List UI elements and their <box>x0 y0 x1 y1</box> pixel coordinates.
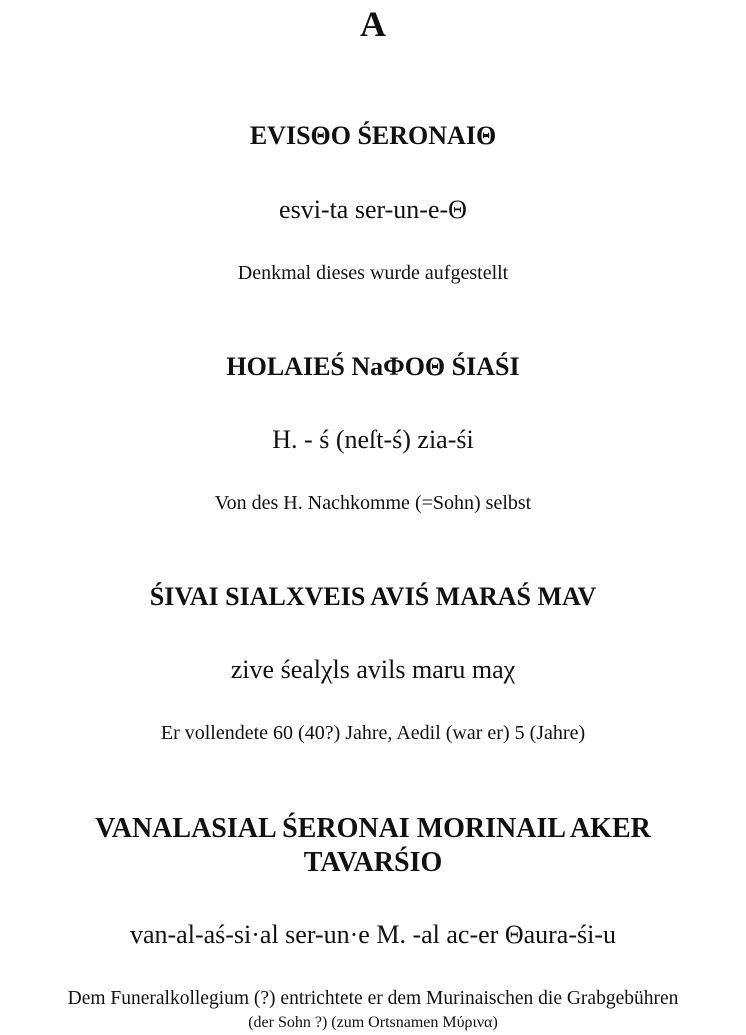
translation-2: Von des H. Nachkomme (=Sohn) selbst <box>214 492 532 514</box>
etruscan-text-2: HOLAIEŚ NaΦOΘ ŚIAŚI <box>226 352 520 381</box>
etruscan-text-3: ŚIVAI SIALXVEIS AVIŚ MARAŚ MAV <box>149 582 597 611</box>
translation-note-4: (der Sohn ?) (zum Ortsnamen Μύρινα) <box>248 1014 498 1031</box>
etruscan-text-4-line-2: TAVARŚIO <box>303 847 443 878</box>
etruscan-text-4-line-1: VANALASIAL ŚERONAI MORINAIL AKER <box>95 813 651 844</box>
translation-4: Dem Funeralkollegium (?) entrichtete er dem Murinaischen die Grabgebühren <box>67 988 679 1009</box>
transliteration-1: esvi-ta ser-un-e-Θ <box>279 195 467 224</box>
etruscan-text-4 <box>0 812 746 880</box>
transliteration-4: van-al-aś-si·al ser-un·e M. -al ac-er Θaura-śi-u <box>129 920 616 949</box>
page-heading: A <box>360 4 386 44</box>
translation-3: Er vollendete 60 (40?) Jahre, Aedil (war er) 5 (Jahre) <box>160 722 586 744</box>
translation-1: Denkmal dieses wurde aufgestellt <box>237 262 509 284</box>
etruscan-text-1: EVISΘO ŚERONAIΘ <box>249 121 497 150</box>
transliteration-3: zive śealχls avils maru maχ <box>230 655 516 684</box>
transliteration-2: H. - ś (neſt-ś) zia-śi <box>272 425 474 454</box>
